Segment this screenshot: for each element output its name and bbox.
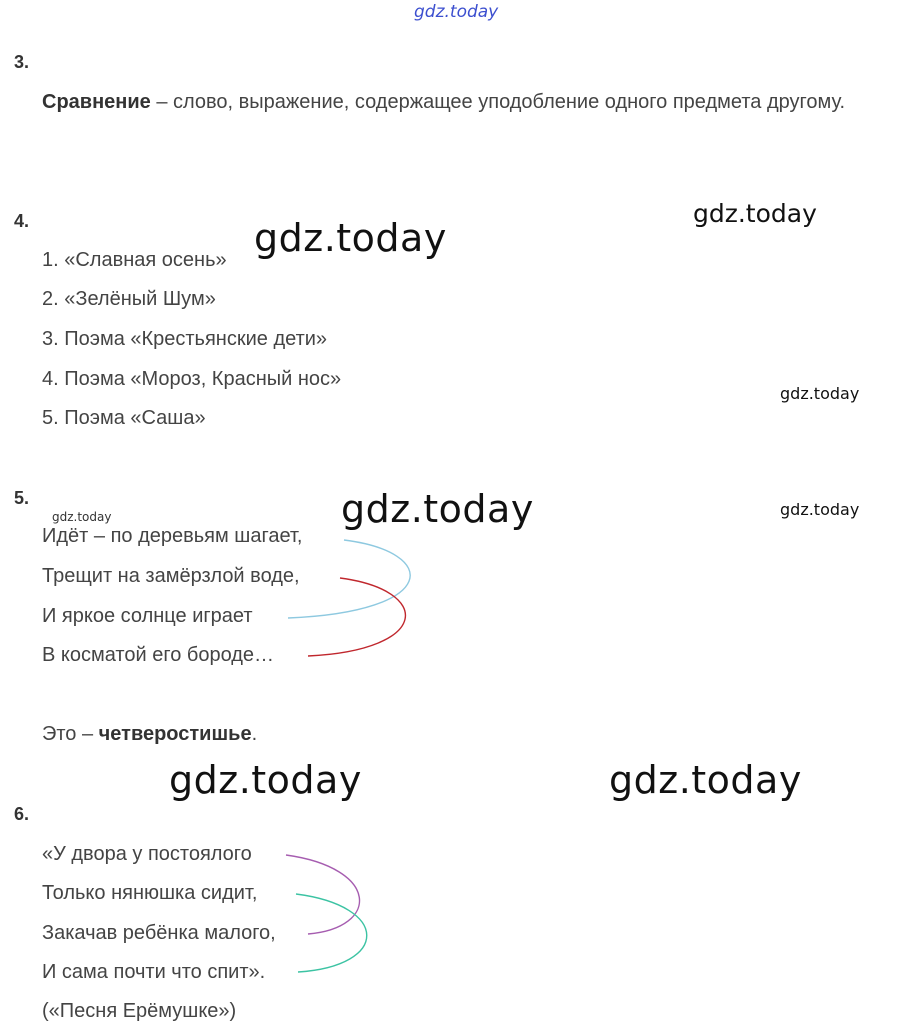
watermark: gdz.today: [169, 758, 362, 802]
watermark: gdz.today: [609, 758, 802, 802]
verse-line: Идёт – по деревьям шагает,: [42, 525, 303, 547]
conclusion-term: четверостишье: [98, 723, 252, 745]
verse-line: Закачав ребёнка малого,: [42, 922, 276, 944]
list-item: 5. Поэма «Саша»: [42, 407, 206, 429]
verse-line: В косматой его бороде…: [42, 644, 275, 666]
watermark: gdz.today: [780, 500, 860, 519]
list-item: 2. «Зелёный Шум»: [42, 288, 216, 310]
definition-text: – слово, выражение, содержащее уподобление одного предмета другому.: [150, 91, 846, 113]
task-6-number: 6.: [14, 804, 30, 824]
watermark: gdz.today: [52, 510, 112, 524]
task-3-number: 3.: [14, 52, 30, 72]
watermark: gdz.today: [254, 216, 447, 260]
list-item: 1. «Славная осень»: [42, 249, 227, 271]
verse-line: И сама почти что спит».: [42, 961, 266, 983]
conclusion-prefix: Это –: [42, 723, 99, 745]
watermark: gdz.today: [780, 384, 860, 403]
watermark: gdz.today: [341, 487, 534, 531]
definition-term: Сравнение: [42, 91, 151, 113]
verse-line: Только нянюшка сидит,: [42, 882, 258, 904]
verse-line: И яркое солнце играет: [42, 605, 253, 627]
verse-line: «У двора у постоялого: [42, 843, 252, 865]
task-5-number: 5.: [14, 488, 30, 508]
poem-source: («Песня Ерёмушке»): [42, 1000, 237, 1022]
list-item: 4. Поэма «Мороз, Красный нос»: [42, 368, 342, 390]
conclusion-suffix: .: [251, 723, 258, 745]
verse-line: Трещит на замёрзлой воде,: [42, 565, 300, 587]
watermark: gdz.today: [693, 199, 817, 228]
task-4-number: 4.: [14, 211, 30, 231]
rhyme-arc-task5-b: [308, 578, 405, 656]
watermark-top: gdz.today: [414, 2, 499, 22]
list-item: 3. Поэма «Крестьянские дети»: [42, 328, 328, 350]
rhyme-arc-task6-b: [296, 894, 367, 972]
